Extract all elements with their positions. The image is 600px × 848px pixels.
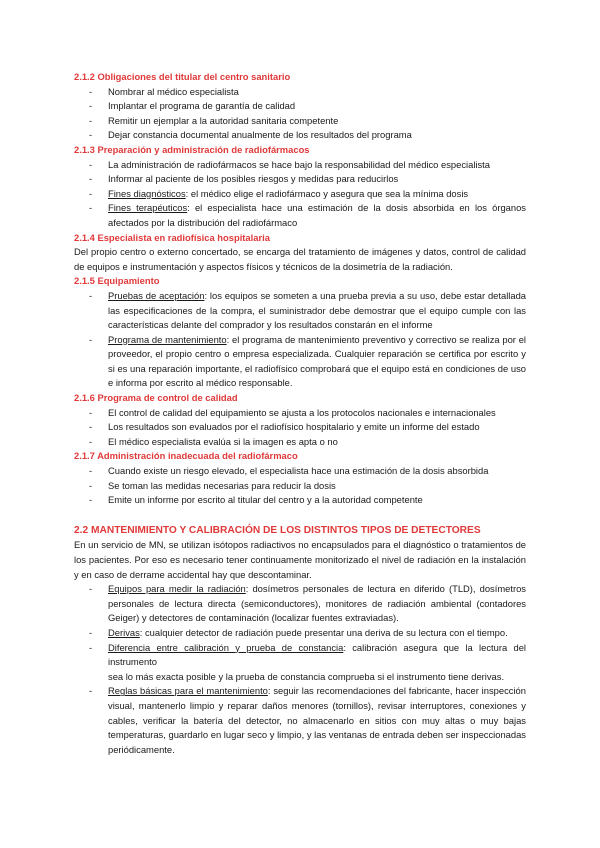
list-2-1-2	[74, 85, 526, 143]
term-diferencia-calibracion: Diferencia entre calibración y prueba de constancia	[108, 641, 344, 653]
section-heading-2-1-3: 2.1.3 Preparación y administración de radiofármacos	[74, 143, 310, 155]
term-fines-diagnosticos: Fines diagnósticos	[108, 187, 186, 199]
section-heading-2-1-7: 2.1.7 Administración inadecuada del radiofármaco	[74, 450, 298, 462]
term-reglas-mantenimiento: Reglas básicas para el mantenimiento	[108, 685, 268, 697]
list-item: - Cuando existe un riesgo elevado, el especialista hace una estimación de la dosis absorbida	[89, 465, 489, 477]
document-content	[74, 70, 526, 757]
list-item: - Nombrar al médico especialista	[89, 85, 239, 97]
list-item: - Remitir un ejemplar a la autoridad sanitaria competente	[89, 114, 339, 126]
term-derivas: Derivas	[108, 626, 140, 638]
term-fines-terapeuticos: Fines terapéuticos	[108, 202, 188, 214]
term-programa-mantenimiento: Programa de mantenimiento	[108, 333, 227, 345]
section-heading-2-1-2: 2.1.2 Obligaciones del titular del centro sanitario	[74, 71, 291, 82]
list-item: - Emite un informe por escrito al titular del centro y a la autoridad competente	[89, 494, 423, 506]
term-pruebas-aceptacion: Pruebas de aceptación	[108, 289, 205, 301]
list-item: - Equipos para medir la radiación: dosímetros personales de lectura en diferido (TLD), dosímetros personales de lectura directa (semiconductores), monitores de radiación ambiental (contadores Geiger) y detectores de contaminación (localizar fuentes extraviadas).	[89, 583, 526, 624]
list-item: - Dejar constancia documental anualmente de los resultados del programa	[89, 129, 412, 141]
term-equipos-medir: Equipos para medir la radiación	[108, 583, 246, 595]
list-2-1-7	[74, 464, 526, 508]
list-item: - Pruebas de aceptación: los equipos se someten a una prueba previa a su uso, debe estar detallada las especificaciones de la compra, el suministrador debe demostrar que el equipo cumple con las características delante del comprador y los resultados constarán en el informe	[89, 289, 527, 331]
list-item: - Implantar el programa de garantía de calidad	[89, 100, 296, 112]
section-heading-2-1-5: 2.1.5 Equipamiento	[74, 275, 160, 287]
list-2-1-3	[74, 158, 526, 231]
list-item: - Fines diagnósticos: el médico elige el radiofármaco y asegura que sea la mínima dosis	[89, 187, 469, 199]
list-item: - Los resultados son evaluados por el radiofísico hospitalario y emite un informe del estado	[89, 421, 480, 433]
list-item: - Se toman las medidas necesarias para reducir la dosis	[89, 479, 336, 491]
section-heading-2-1-6: 2.1.6 Programa de control de calidad	[74, 392, 238, 404]
section-heading-2-2: 2.2 MANTENIMIENTO Y CALIBRACIÓN DE LOS DISTINTOS TIPOS DE DETECTORES	[74, 524, 481, 536]
list-item: - El control de calidad del equipamiento se ajusta a los protocolos nacionales e internacionales	[89, 406, 496, 418]
paragraph-2-1-4: Del propio centro o externo concertado, se encarga del tratamiento de imágenes y datos, control de calidad de equipos e instrumentación y aspectos físicos y técnicos de la dosimetría de la radiación.	[74, 246, 526, 272]
paragraph-2-2-intro: En un servicio de MN, se utilizan isótopos radiactivos no encapsulados para el diagnóstico o tratamientos de los pacientes. Por eso es necesario tener continuamente monitorizado el nivel de radiación en la instalación y en caso de derrame accidental hay que descontaminar.	[74, 539, 526, 580]
list-item: - Derivas: cualquier detector de radiación puede presentar una deriva de su lectura con el tiempo.	[89, 626, 508, 638]
list-item: - El médico especialista evalúa si la imagen es apta o no	[89, 435, 338, 447]
list-2-1-5	[74, 289, 526, 391]
list-item: - Programa de mantenimiento: el programa de mantenimiento preventivo y correctivo se realiza por el proveedor, el propio centro o empresa especializada. Cualquier reparación se certifica por escrito y si es una reparación importante, el radiofísico comprobará que el equipo está en condiciones de uso e informa por escrito al médico responsable.	[89, 333, 526, 389]
list-item: - Diferencia entre calibración y prueba de constancia: calibración asegura que la lectura del instrumento sea lo más exacta posible y la prueba de constancia comprueba si el instrumento tiene derivas.	[89, 641, 526, 682]
list-item: - Informar al paciente de los posibles riesgos y medidas para reducirlos	[89, 173, 399, 185]
list-item: - La administración de radiofármacos se hace bajo la responsabilidad del médico especialista	[89, 158, 490, 170]
list-2-1-6	[74, 406, 526, 450]
list-item: - Fines terapéuticos: el especialista hace una estimación de la dosis absorbida en los órganos afectados por la distribución del radiofármaco	[89, 202, 526, 228]
section-heading-2-1-4: 2.1.4 Especialista en radiofísica hospitalaria	[74, 231, 270, 243]
list-item: - Reglas básicas para el mantenimiento: seguir las recomendaciones del fabricante, hacer inspección visual, mantenerlo limpio y reparar daños menores (tornillos), revisar interruptores, conexiones y cables, verificar la batería del detector, no almacenarlo en sitios con muy altas o muy bajas temperaturas, guardarlo en lugar seco y limpio, y las ventanas de entrada deben ser inspeccionadas periódicamente.	[89, 685, 526, 755]
list-2-2	[74, 582, 526, 757]
